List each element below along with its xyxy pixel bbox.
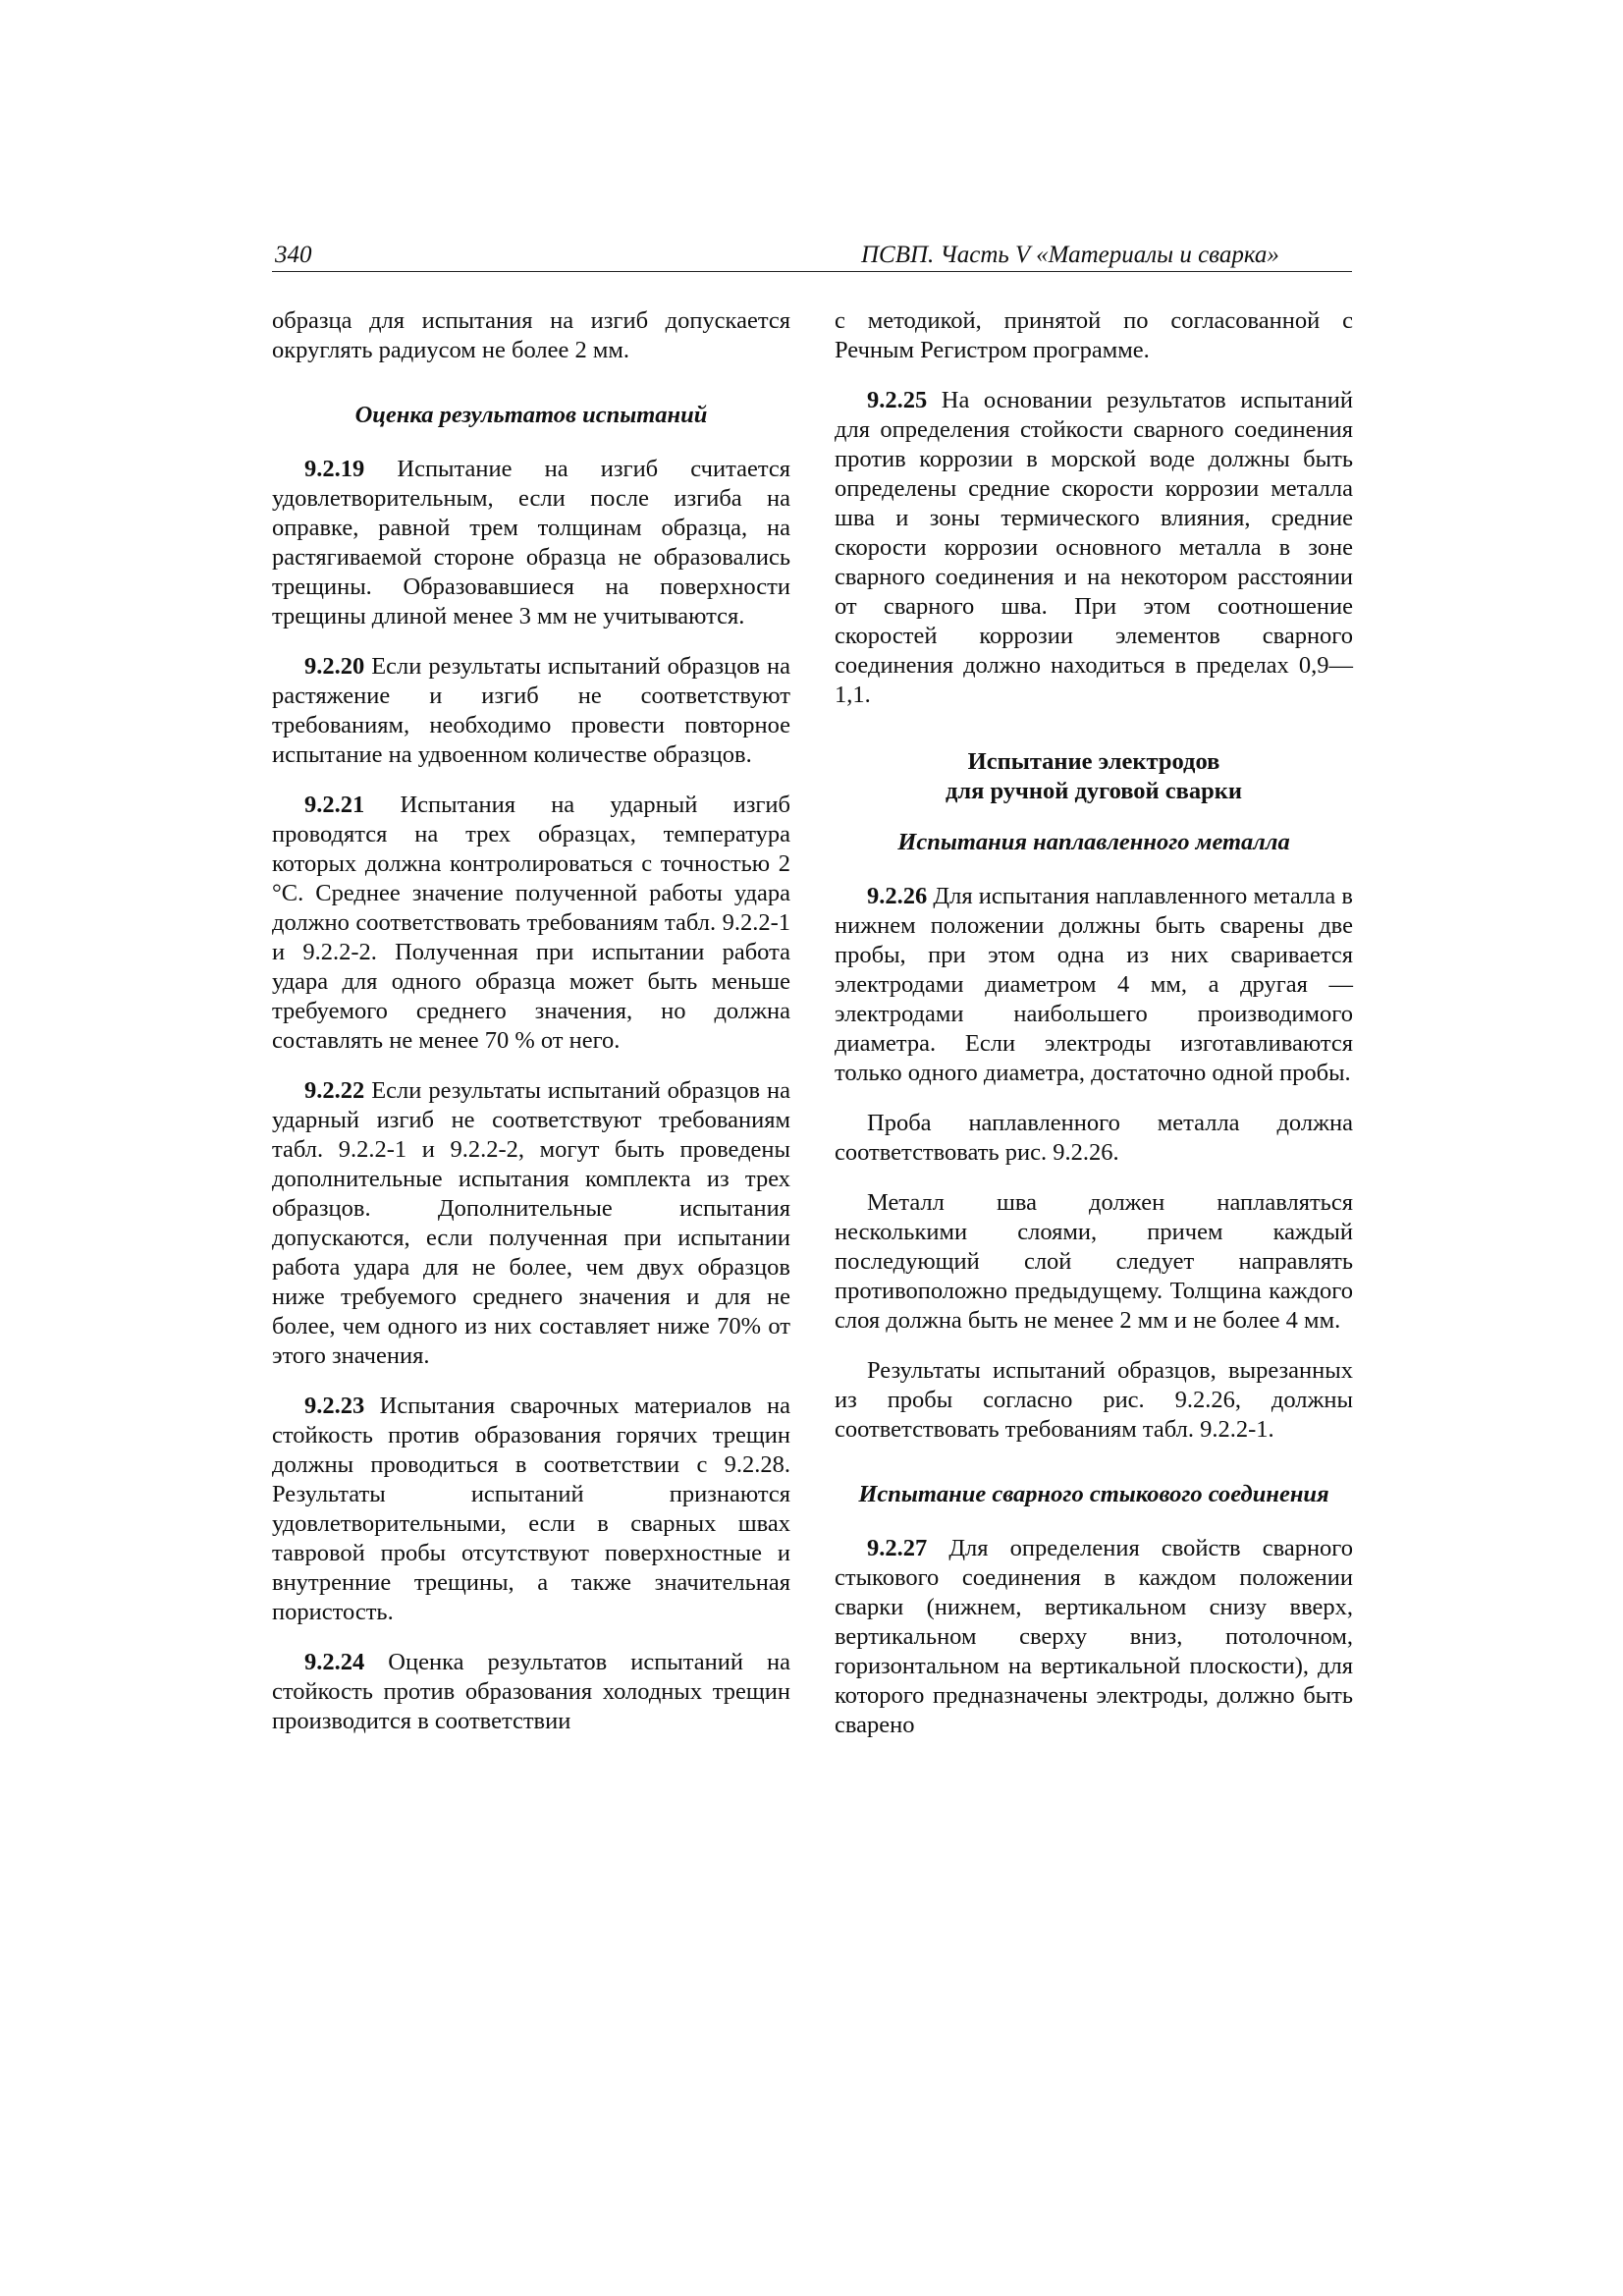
paragraph-continuation: образца для испытания на изгиб допускается округлять радиусом не более 2 мм. <box>272 307 790 363</box>
clause-9-2-22 <box>272 1076 790 1371</box>
paragraph: Результаты испытаний образцов, вырезанных из пробы согласно рис. 9.2.26, должны соответствовать требованиям табл. 9.2.2-1. <box>835 1357 1353 1443</box>
clause-text: Испытания сварочных материалов на стойкость против образования горячих трещин должны проводиться в соответствии с 9.2.28. Результаты испытаний признаются удовлетворительными, если в сварных швах тавровой пробы отсутствуют поверхностные и внутренние трещины, а также значительная пористость. <box>272 1393 791 1625</box>
right-column <box>835 306 1353 1761</box>
clause-text: Оценка результатов испытаний на стойкость против образования холодных трещин производится в соответствии <box>272 1649 790 1734</box>
clause-number: 9.2.27 <box>867 1535 928 1561</box>
subheading-butt-joint: Испытание сварного стыкового соединения <box>858 1481 1329 1507</box>
clause-number: 9.2.24 <box>304 1649 365 1675</box>
running-header <box>272 242 1352 272</box>
clause-text: Испытание на изгиб считается удовлетворительным, если после изгиба на оправке, равной трем толщинам образца, на растягиваемой стороне образца не образовались трещины. Образовавшиеся на поверхности трещины длиной менее 3 мм не учитываются. <box>272 456 790 629</box>
clause-number: 9.2.21 <box>304 792 365 818</box>
left-column <box>272 306 790 1757</box>
paragraph: Металл шва должен наплавляться несколькими слоями, причем каждый последующий слой следует направлять противоположно предыдущему. Толщина каждого слоя должна быть не менее 2 мм и не более 4 мм. <box>835 1189 1353 1334</box>
clause-9-2-27 <box>835 1534 1353 1740</box>
clause-number: 9.2.19 <box>304 456 365 482</box>
paragraph-continuation: с методикой, принятой по согласованной с Речным Регистром программе. <box>835 307 1353 363</box>
section-heading <box>835 747 1353 806</box>
section-heading-line: Испытание электродов <box>967 748 1220 775</box>
clause-number: 9.2.22 <box>304 1077 365 1104</box>
running-title: ПСВП. Часть V «Материалы и сварка» <box>861 242 1279 268</box>
section-heading-line: для ручной дуговой сварки <box>945 778 1243 804</box>
clause-9-2-20 <box>272 652 790 770</box>
clause-text: Для определения свойств сварного стыкового соединения в каждом положении сварки (нижнем, вертикальном снизу вверх, вертикальном сверху вниз, потолочном, горизонтальном на вертикальной плоскости), для которого предназначены электроды, должно быть сварено <box>835 1535 1353 1738</box>
page-number: 340 <box>275 242 312 268</box>
clause-text: Если результаты испытаний образцов на растяжение и изгиб не соответствуют требованиям, необходимо провести повторное испытание на удвоенном количестве образцов. <box>272 653 791 768</box>
subheading-evaluation: Оценка результатов испытаний <box>354 402 708 428</box>
clause-9-2-19 <box>272 455 790 631</box>
clause-text: На основании результатов испытаний для определения стойкости сварного соединения против коррозии в морской воде должны быть определены средние скорости коррозии металла шва и зоны термического влияния, средние скорости коррозии основного металла в зоне сварного соединения и на некотором расстоянии от сварного шва. При этом соотношение скоростей коррозии элементов сварного соединения должно находиться в пределах 0,9—1,1. <box>835 387 1353 708</box>
clause-text: Если результаты испытаний образцов на ударный изгиб не соответствуют требованиям табл. 9.2.2-1 и 9.2.2-2, могут быть проведены дополнительные испытания комплекта из трех образцов. Дополнительные испытания допускаются, если полученная при испытании работа удара для не более, чем двух образцов ниже требуемого среднего значения и для не более, чем одного из них составляет ниже 70% от этого значения. <box>272 1077 791 1369</box>
clause-9-2-26 <box>835 882 1353 1088</box>
clause-text: Испытания на ударный изгиб проводятся на трех образцах, температура которых должна контролироваться с точностью 2 °С. Среднее значение полученной работы удара должно соответствовать требованиям табл. 9.2.2-1 и 9.2.2-2. Полученная при испытании работа удара для одного образца может быть меньше требуемого среднего значения, но должна составлять не менее 70 % от него. <box>272 792 790 1054</box>
subheading-deposited-metal: Испытания наплавленного металла <box>897 829 1290 855</box>
clause-number: 9.2.20 <box>304 653 365 680</box>
paragraph: Проба наплавленного металла должна соответствовать рис. 9.2.26. <box>835 1110 1353 1166</box>
clause-number: 9.2.25 <box>867 387 928 413</box>
clause-text: Для испытания наплавленного металла в нижнем положении должны быть сварены две пробы, при этом одна из них сваривается электродами диаметром 4 мм, а другая — электродами наибольшего производимого диаметра. Если электроды изготавливаются только одного диаметра, достаточно одной пробы. <box>835 883 1353 1086</box>
clause-9-2-25 <box>835 386 1353 710</box>
clause-9-2-24 <box>272 1648 790 1736</box>
clause-number: 9.2.23 <box>304 1393 365 1419</box>
clause-9-2-23 <box>272 1392 790 1627</box>
clause-9-2-21 <box>272 791 790 1056</box>
clause-number: 9.2.26 <box>867 883 928 909</box>
